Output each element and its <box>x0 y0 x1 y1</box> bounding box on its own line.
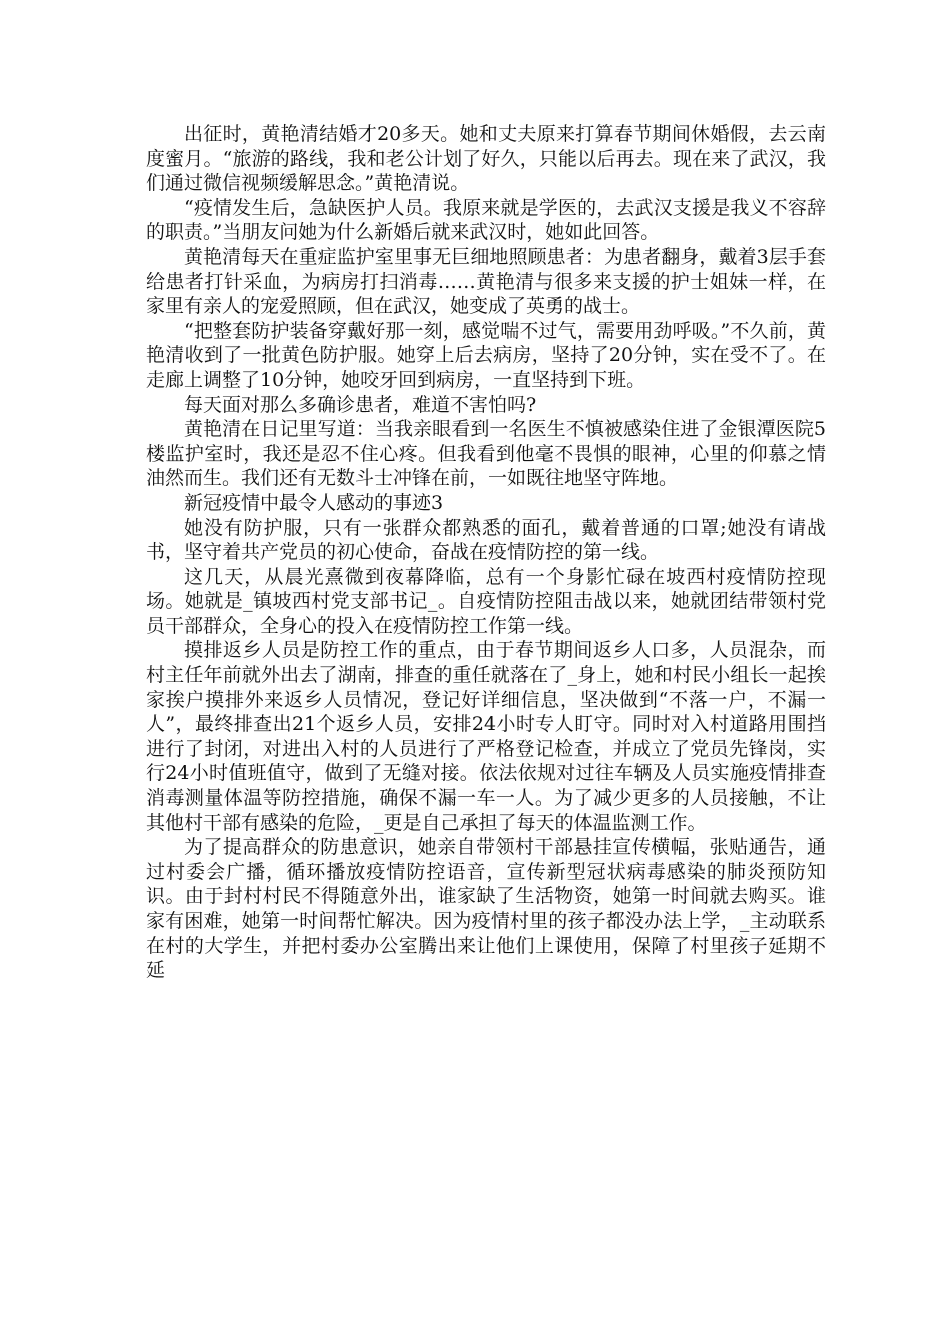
paragraph-9: 摸排返乡人员是防控工作的重点，由于春节期间返乡人口多，人员混杂，而村主任年前就外出去了湖南，排查的重任就落在了_身上，她和村民小组长一起挨家挨户摸排外来返乡人员情况，登记好详细信息，坚决做到“不落一户，不漏一人”，最终排查出21个返乡人员，安排24小时专人盯守。同时对入村道路用围挡进行了封闭，对进出入村的人员进行了严格登记检查，并成立了党员先锋岗，实行24小时值班值守，做到了无缝对接。依法依规对过往车辆及人员实施疫情排查消毒测量体温等防控措施，确保不漏一车一人。为了减少更多的人员接触，不让其他村干部有感染的危险，_更是自己承担了每天的体温监测工作。 <box>146 639 826 834</box>
paragraph-8: 这几天，从晨光熹微到夜幕降临，总有一个身影忙碌在坡西村疫情防控现场。她就是_镇坡西村党支部书记_。自疫情防控阻击战以来，她就团结带领村党员干部群众，全身心的投入在疫情防控工作第一线。 <box>146 565 826 637</box>
paragraph-1: 出征时，黄艳清结婚才20多天。她和丈夫原来打算春节期间休婚假，去云南度蜜月。“旅游的路线，我和老公计划了好久，只能以后再去。现在来了武汉，我们通过微信视频缓解思念。”黄艳清说。 <box>146 123 826 195</box>
section-heading: 新冠疫情中最令人感动的事迹3 <box>184 491 444 514</box>
paragraph-4: “把整套防护装备穿戴好那一刻，感觉喘不过气，需要用劲呼吸。”不久前，黄艳清收到了一批黄色防护服。她穿上后去病房，坚持了20分钟，实在受不了。在走廊上调整了10分钟，她咬牙回到病房，一直坚持到下班。 <box>146 319 826 391</box>
paragraph-2: “疫情发生后，急缺医护人员。我原来就是学医的，去武汉支援是我义不容辞的职责。”当朋友问她为什么新婚后就来武汉时，她如此回答。 <box>146 196 826 244</box>
article-body <box>146 122 826 983</box>
paragraph-3: 黄艳清每天在重症监护室里事无巨细地照顾患者：为患者翻身，戴着3层手套给患者打针采血，为病房打扫消毒……黄艳清与很多来支援的护士姐妹一样，在家里有亲人的宠爱照顾，但在武汉，她变成了英勇的战士。 <box>146 245 826 318</box>
paragraph-10: 为了提高群众的防患意识，她亲自带领村干部悬挂宣传横幅，张贴通告，通过村委会广播，循环播放疫情防控语音，宣传新型冠状病毒感染的肺炎预防知识。由于封村村民不得随意外出，谁家缺了生活物资，她第一时间就去购买。谁家有困难，她第一时间帮忙解决。因为疫情村里的孩子都没办法上学，_主动联系在村的大学生，并把村委办公室腾出来让他们上课使用，保障了村里孩子延期不延 <box>146 836 826 982</box>
paragraph-7: 她没有防护服，只有一张群众都熟悉的面孔，戴着普通的口罩;她没有请战书，坚守着共产党员的初心使命，奋战在疫情防控的第一线。 <box>146 516 826 564</box>
paragraph-5: 每天面对那么多确诊患者，难道不害怕吗? <box>184 393 537 416</box>
paragraph-6: 黄艳清在日记里写道：当我亲眼看到一名医生不慎被感染住进了金银潭医院5楼监护室时，我还是忍不住心疼。但我看到他毫不畏惧的眼神，心里的仰慕之情油然而生。我们还有无数斗士冲锋在前，一如既往地坚守阵地。 <box>146 418 826 490</box>
